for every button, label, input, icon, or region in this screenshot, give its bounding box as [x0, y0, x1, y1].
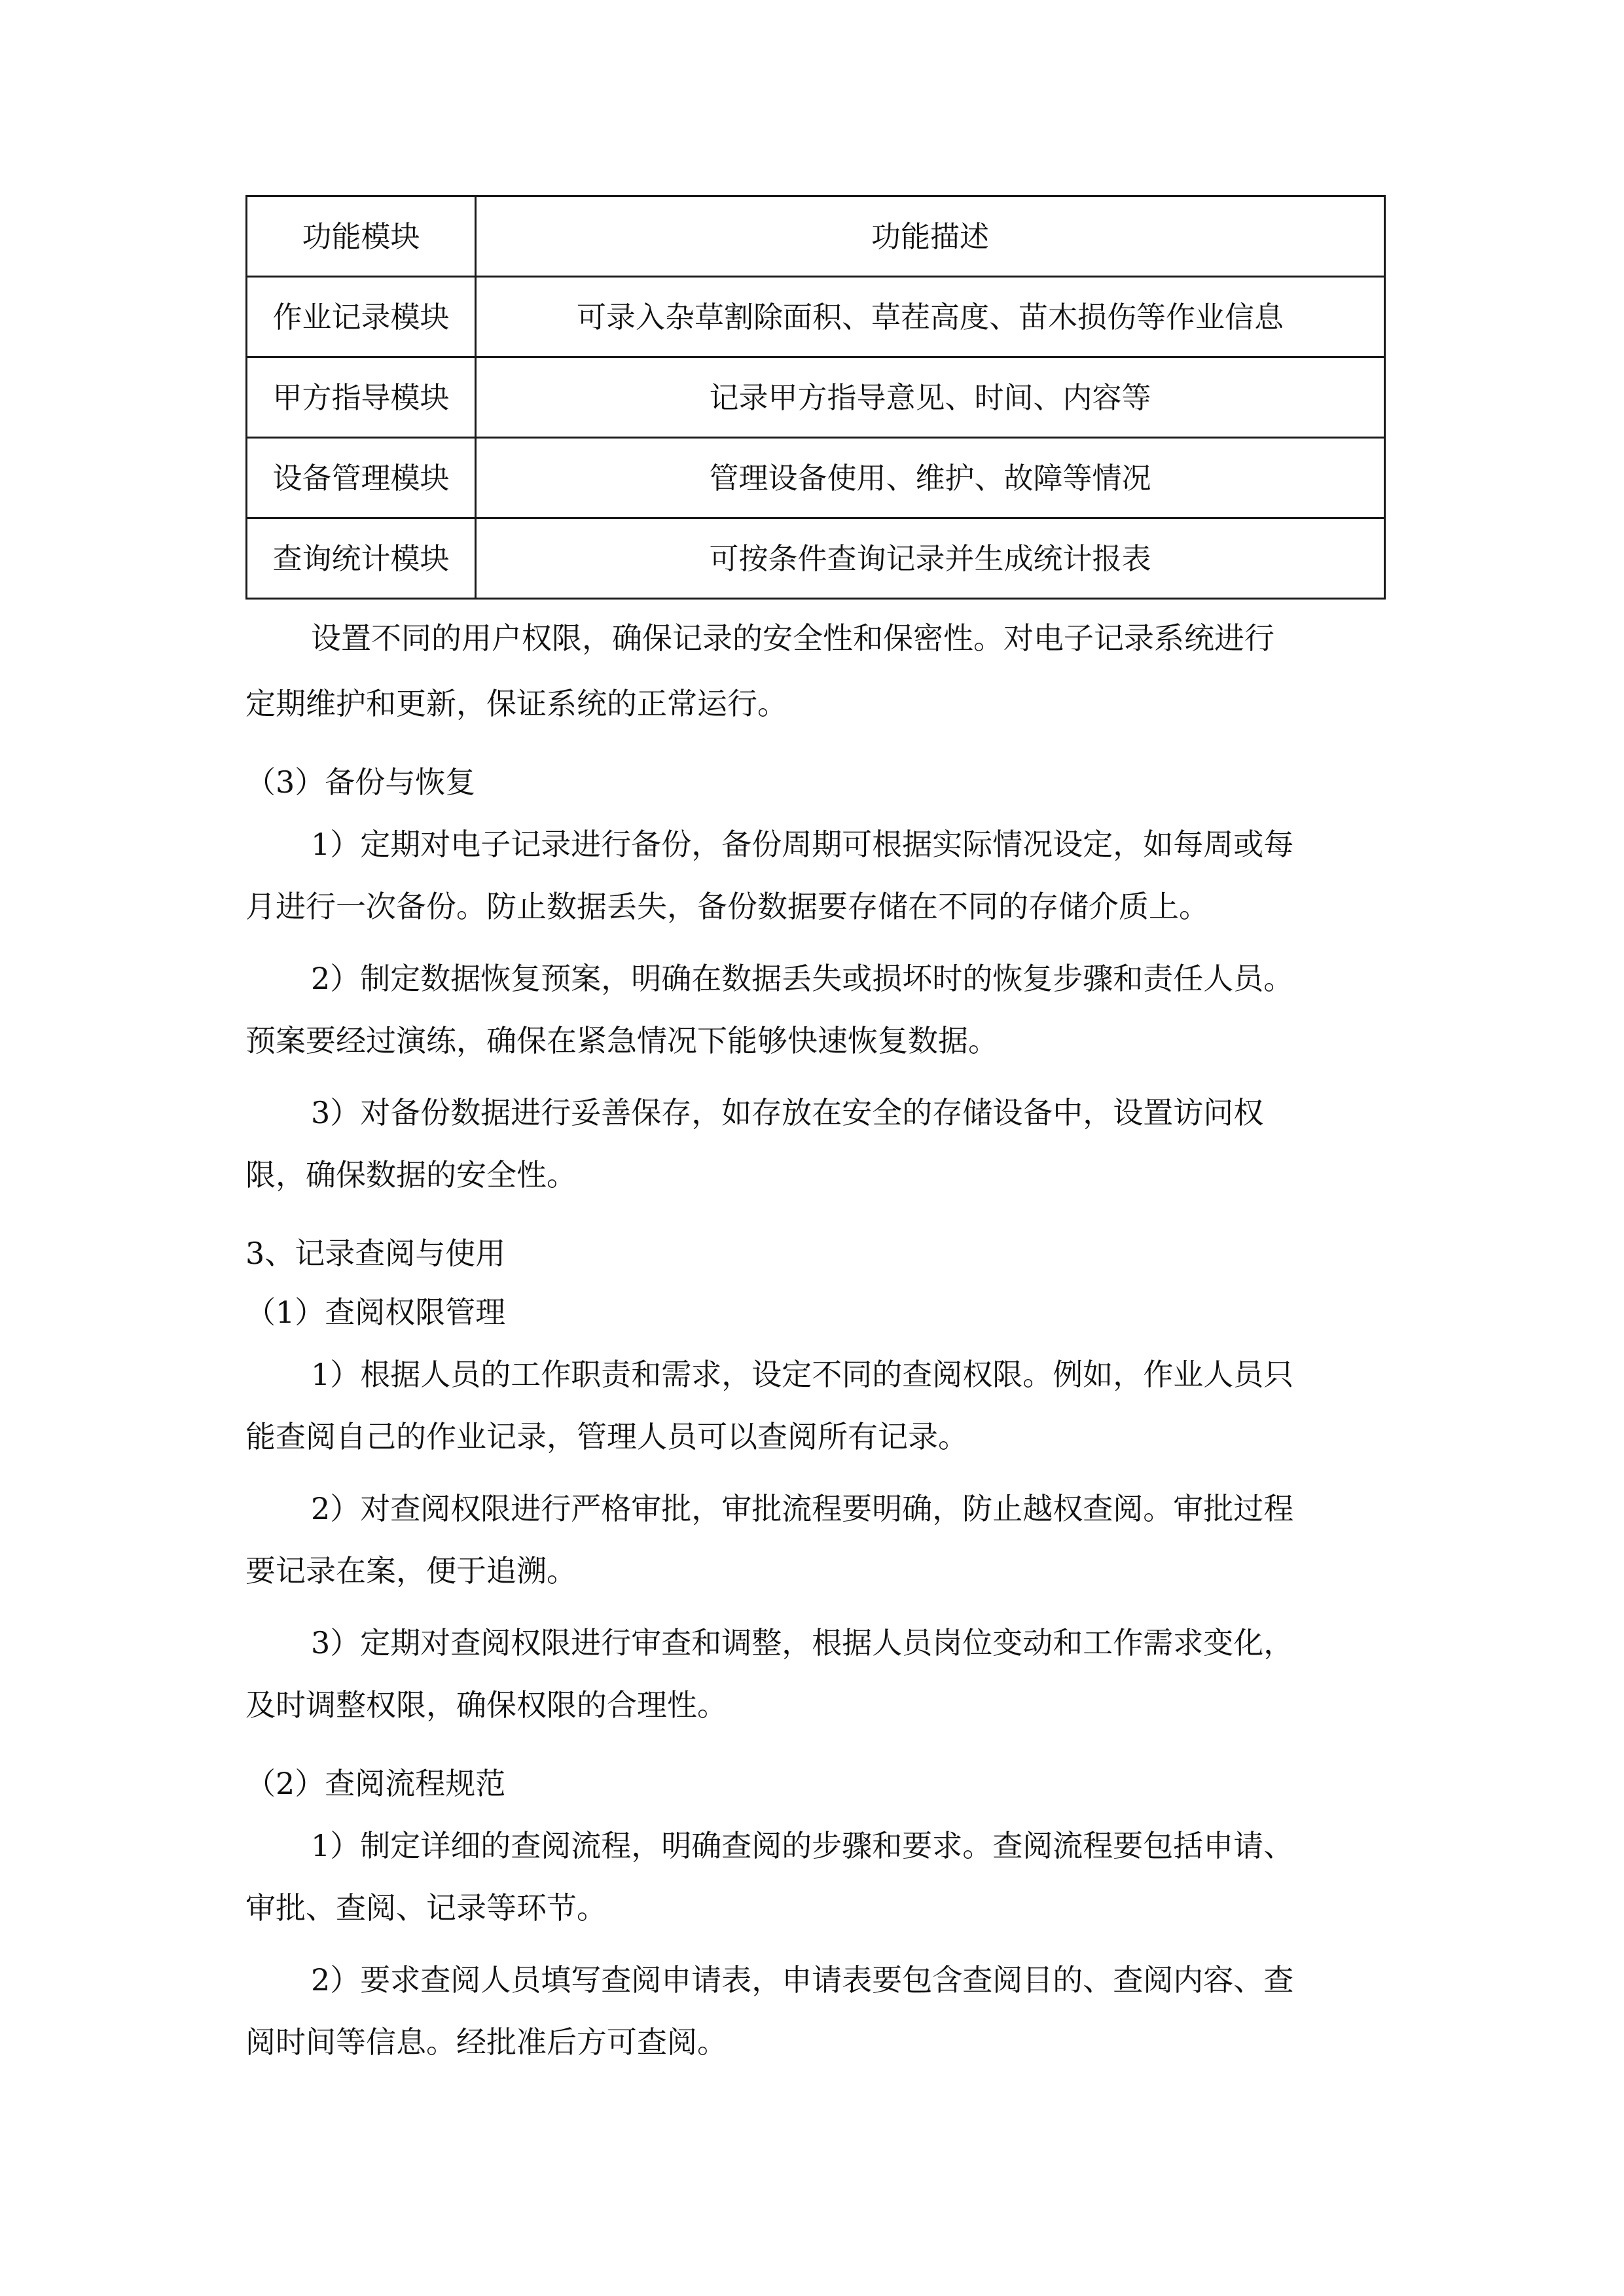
module-description: 可按条件查询记录并生成统计报表	[476, 518, 1385, 599]
module-name: 甲方指导模块	[247, 357, 476, 438]
paragraph-line: 1）制定详细的查阅流程，明确查阅的步骤和要求。查阅流程要包括申请、	[311, 1828, 1294, 1863]
subsection-heading-2: （2）查阅流程规范	[245, 1766, 506, 1801]
paragraph-line: 2）对查阅权限进行严格审批，审批流程要明确，防止越权查阅。审批过程	[311, 1491, 1294, 1526]
header-description: 功能描述	[476, 196, 1385, 277]
table-row	[247, 518, 1385, 599]
paragraph-line: 月进行一次备份。防止数据丢失，备份数据要存储在不同的存储介质上。	[245, 889, 1209, 924]
paragraph-line: 3）对备份数据进行妥善保存，如存放在安全的存储设备中，设置访问权	[311, 1095, 1264, 1130]
table-row	[247, 277, 1385, 357]
paragraph-line: 限，确保数据的安全性。	[245, 1157, 577, 1193]
section-heading-3: 3、记录查阅与使用	[245, 1236, 506, 1271]
module-description: 可录入杂草割除面积、草茬高度、苗木损伤等作业信息	[476, 277, 1385, 357]
paragraph-line: 要记录在案，便于追溯。	[245, 1553, 577, 1588]
paragraph-line: 及时调整权限，确保权限的合理性。	[245, 1687, 727, 1723]
table-row	[247, 357, 1385, 438]
paragraph-line: 2）要求查阅人员填写查阅申请表，申请表要包含查阅目的、查阅内容、查	[311, 1962, 1294, 1998]
subsection-heading-1: （1）查阅权限管理	[245, 1295, 506, 1330]
function-module-table	[245, 195, 1386, 600]
module-description: 记录甲方指导意见、时间、内容等	[476, 357, 1385, 438]
paragraph-line: 设置不同的用户权限，确保记录的安全性和保密性。对电子记录系统进行	[311, 620, 1274, 656]
module-description: 管理设备使用、维护、故障等情况	[476, 438, 1385, 518]
module-name: 设备管理模块	[247, 438, 476, 518]
paragraph-line: 1）根据人员的工作职责和需求，设定不同的查阅权限。例如，作业人员只	[311, 1357, 1294, 1392]
paragraph-line: 阅时间等信息。经批准后方可查阅。	[245, 2024, 727, 2060]
paragraph-line: 定期维护和更新，保证系统的正常运行。	[245, 686, 787, 721]
section-heading-backup: （3）备份与恢复	[245, 764, 476, 800]
paragraph-line: 1）定期对电子记录进行备份，备份周期可根据实际情况设定，如每周或每	[311, 827, 1294, 862]
table-header-row	[247, 196, 1385, 277]
paragraph-line: 能查阅自己的作业记录，管理人员可以查阅所有记录。	[245, 1419, 968, 1454]
module-name: 作业记录模块	[247, 277, 476, 357]
paragraph-line: 预案要经过演练，确保在紧急情况下能够快速恢复数据。	[245, 1023, 998, 1058]
paragraph-line: 3）定期对查阅权限进行审查和调整，根据人员岗位变动和工作需求变化，	[311, 1625, 1294, 1660]
paragraph-line: 审批、查阅、记录等环节。	[245, 1890, 607, 1926]
paragraph-line: 2）制定数据恢复预案，明确在数据丢失或损坏时的恢复步骤和责任人员。	[311, 961, 1294, 996]
module-name: 查询统计模块	[247, 518, 476, 599]
header-module: 功能模块	[247, 196, 476, 277]
table-row	[247, 438, 1385, 518]
